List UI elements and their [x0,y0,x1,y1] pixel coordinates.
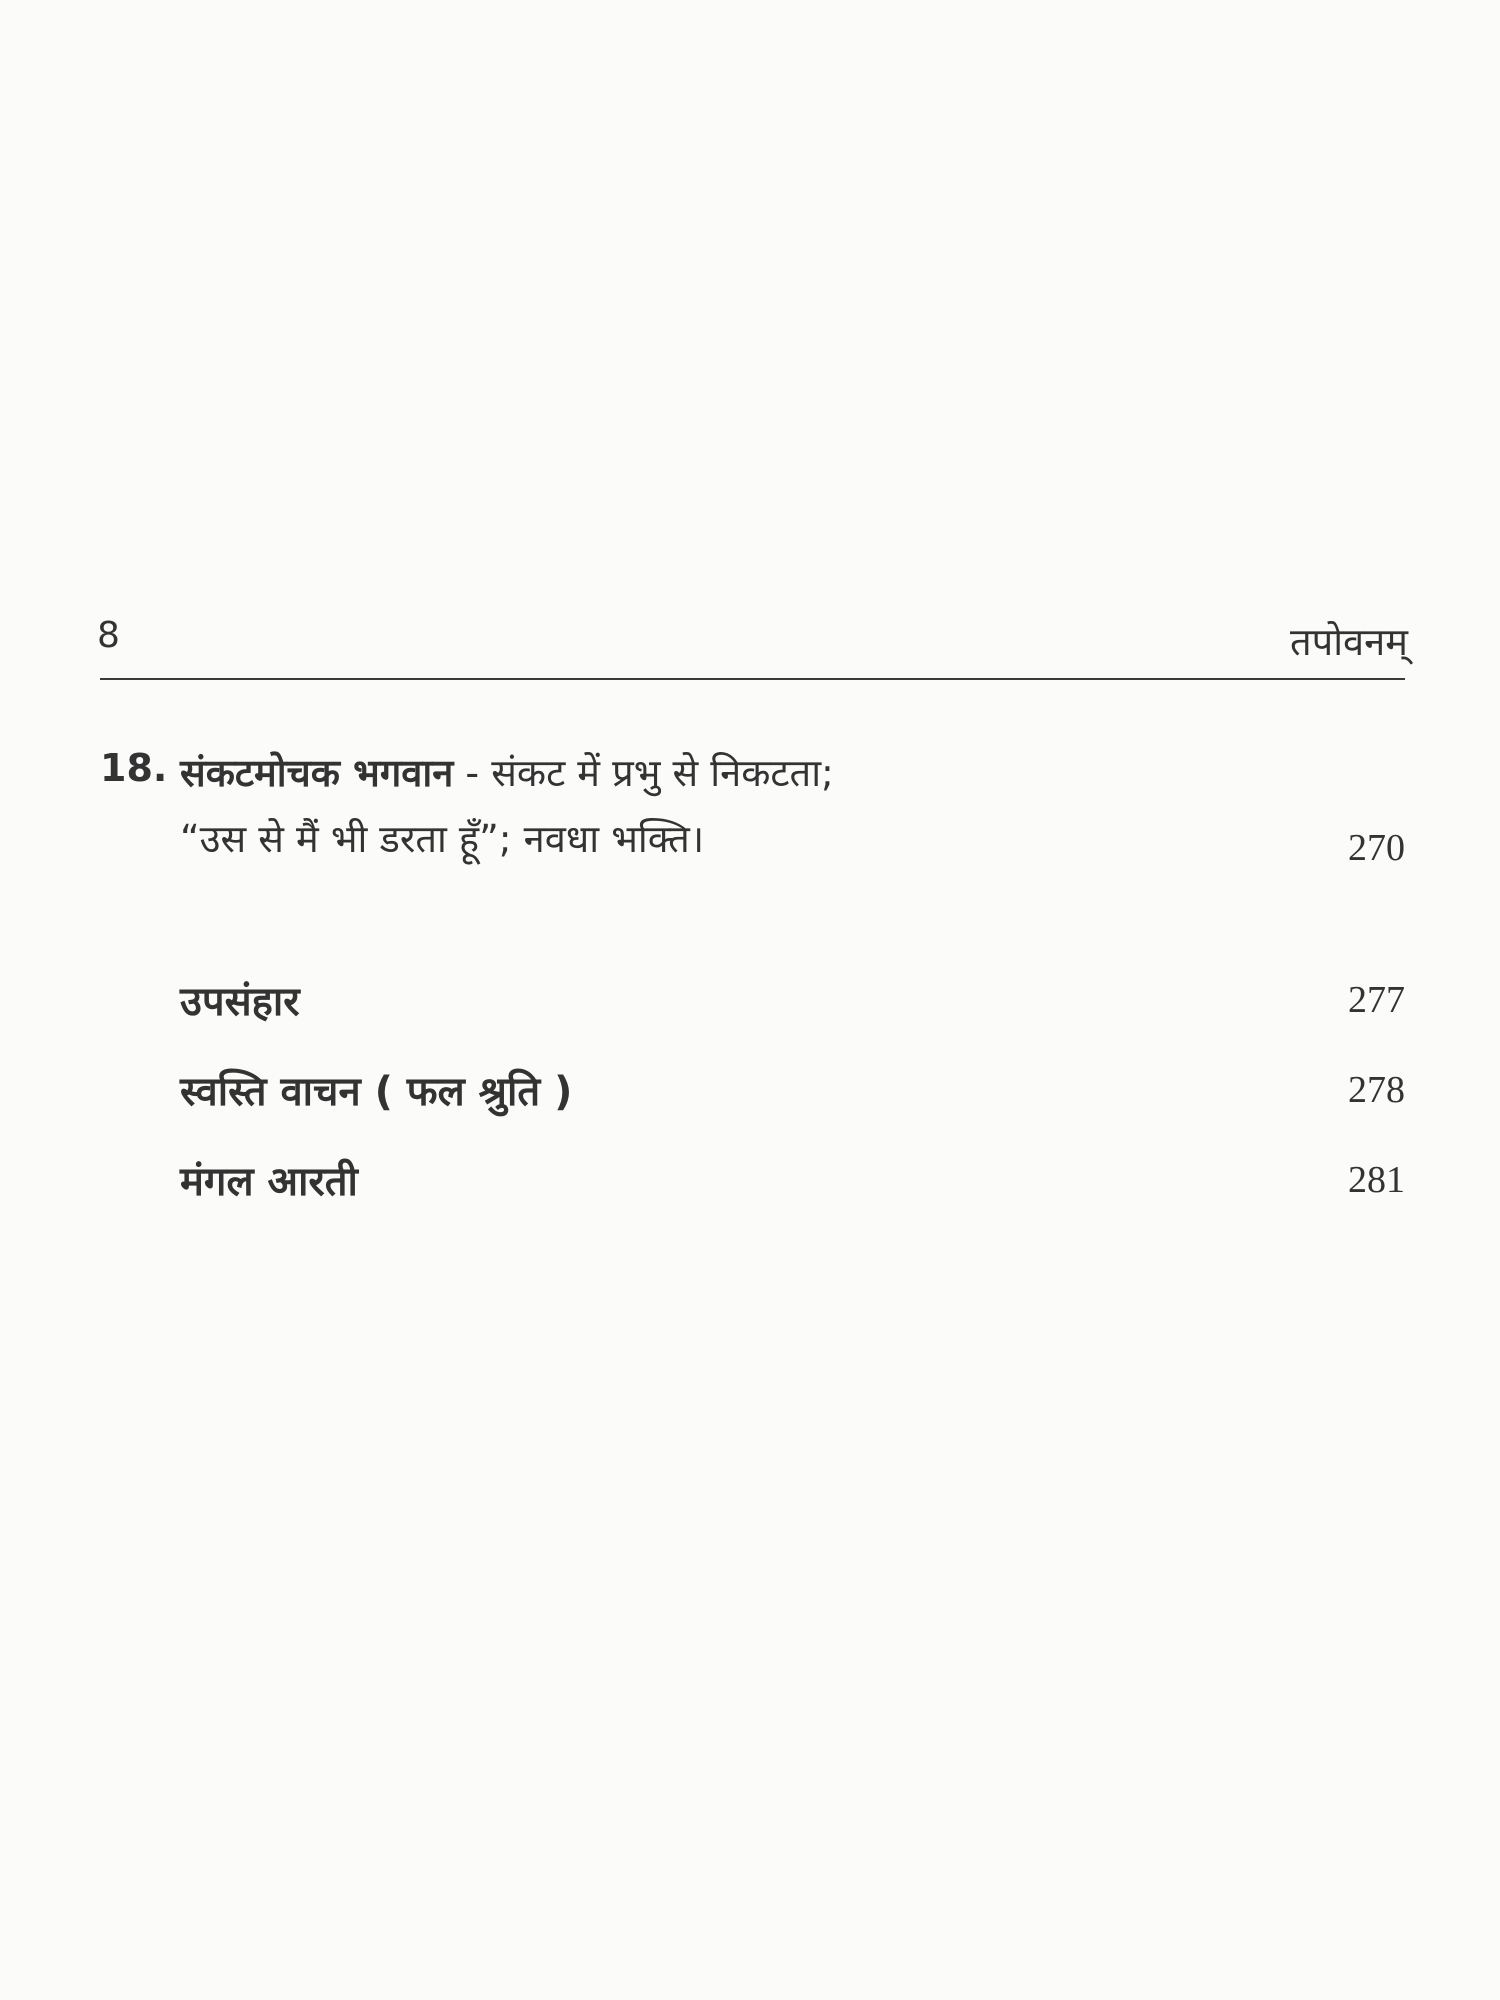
toc-sub-entry-title: मंगल आरती [180,1159,358,1205]
header-rule [100,678,1405,680]
toc-entry-line-1 [180,746,834,798]
toc-entry-page: 270 [1348,827,1405,869]
toc-entry-description-2: “उस से मैं भी डरता हूँ”; नवधा भक्ति। [180,817,705,861]
toc-entry-description-1: - संकट में प्रभु से निकटता; [465,751,834,795]
toc-sub-entry-page: 278 [1348,1069,1405,1111]
running-title: तपोवनम् [1289,620,1408,664]
toc-entry-title: संकटमोचक भगवान [180,751,454,795]
toc-sub-entry-page: 281 [1348,1159,1405,1201]
toc-sub-entry-page: 277 [1348,979,1405,1021]
toc-sub-entry-title: उपसंहार [180,979,300,1025]
toc-entry-number: 18. [100,746,168,790]
toc-sub-entry-title: स्वस्ति वाचन ( फल श्रुति ) [180,1069,573,1115]
page-number: 8 [97,615,120,656]
